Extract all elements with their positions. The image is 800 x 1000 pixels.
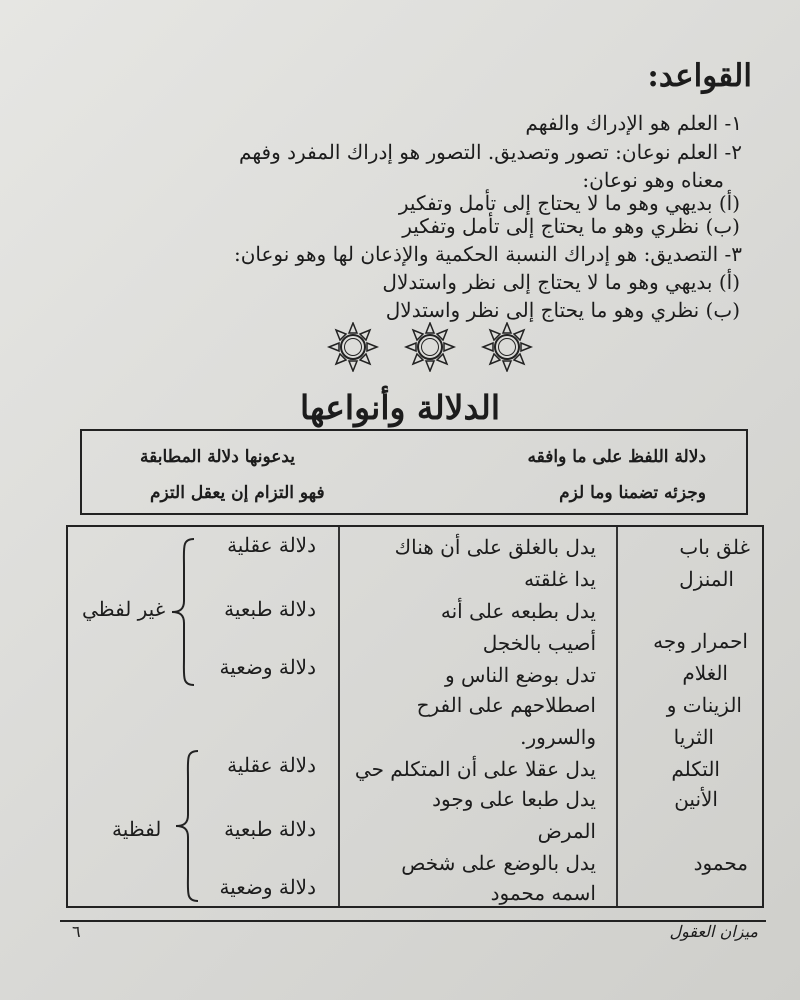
rule-2: ٢- العلم نوعان: تصور وتصديق. التصور هو إدراك المفرد وفهم xyxy=(239,140,742,164)
example-cell: المنزل xyxy=(679,567,734,591)
column-divider xyxy=(616,527,618,906)
explanation-cell: يدل بطبعه على أنه xyxy=(440,599,596,623)
explanation-cell: يدا غلقته xyxy=(524,567,596,591)
footer-rule xyxy=(60,920,766,922)
explanation-cell: اسمه محمود xyxy=(490,881,596,905)
type-cell: دلالة طبعية xyxy=(224,817,316,841)
explanation-cell: المرض xyxy=(537,819,596,843)
explanation-cell: اصطلاحهم على الفرح xyxy=(416,693,596,717)
rule-2-item-b: (ب) نظري وهو ما يحتاج إلى تأمل وتفكير xyxy=(402,214,740,238)
signification-table xyxy=(66,525,764,908)
section-title: الدلالة وأنواعها xyxy=(299,388,501,427)
rule-3-item-a: (أ) بديهي وهو ما لا يحتاج إلى نظر واستدلال xyxy=(382,270,740,294)
rules-heading: القواعد: xyxy=(647,58,752,94)
example-cell: احمرار وجه xyxy=(653,629,748,653)
running-footer-title: ميزان العقول xyxy=(669,922,758,941)
rule-2-continuation: معناه وهو نوعان: xyxy=(582,168,724,192)
group-label-non-verbal: غير لفظي xyxy=(82,597,166,621)
explanation-cell: والسرور. xyxy=(520,725,596,749)
poem-line-2-left: فهو التزام إن يعقل التزم xyxy=(150,483,325,503)
type-cell: دلالة طبعية xyxy=(224,597,316,621)
group-label-verbal: لفظية xyxy=(112,817,162,841)
rule-3: ٣- التصديق: هو إدراك النسبة الحكمية والإذعان لها وهو نوعان: xyxy=(233,242,742,266)
type-cell: دلالة عقلية xyxy=(227,533,316,557)
curly-brace-icon xyxy=(172,749,202,903)
poem-line-2-right: وجزئه تضمنا وما لزم xyxy=(559,483,706,503)
type-cell: دلالة عقلية xyxy=(227,753,316,777)
example-cell: الثريا xyxy=(673,725,714,749)
rule-1: ١- العلم هو الإدراك والفهم xyxy=(525,111,742,135)
sun-ornaments xyxy=(315,322,545,372)
sun-icon xyxy=(406,323,454,371)
example-cell: الأنين xyxy=(674,787,718,811)
example-cell: التكلم xyxy=(671,757,720,781)
example-cell: الزينات و xyxy=(666,693,742,717)
explanation-cell: يدل بالوضع على شخص xyxy=(401,851,596,875)
poem-line-1-left: يدعونها دلالة المطابقة xyxy=(140,447,296,467)
type-cell: دلالة وضعية xyxy=(219,655,316,679)
explanation-cell: يدل طبعا على وجود xyxy=(432,787,596,811)
rule-3-item-b: (ب) نظري وهو ما يحتاج إلى نظر واستدلال xyxy=(385,298,740,322)
explanation-cell: يدل بالغلق على أن هناك xyxy=(394,535,596,559)
poem-box xyxy=(80,429,748,515)
explanation-cell: يدل عقلا على أن المتكلم حي xyxy=(354,757,596,781)
column-divider xyxy=(338,527,340,906)
explanation-cell: تدل بوضع الناس و xyxy=(444,663,596,687)
explanation-cell: أصيب بالخجل xyxy=(482,631,596,655)
type-cell: دلالة وضعية xyxy=(219,875,316,899)
page-number: ٦ xyxy=(72,922,81,941)
poem-line-1-right: دلالة اللفظ على ما وافقه xyxy=(527,447,706,467)
example-cell: غلق باب xyxy=(679,535,750,559)
sun-icon xyxy=(329,323,377,371)
example-cell: الغلام xyxy=(682,661,728,685)
rule-2-item-a: (أ) بديهي وهو ما لا يحتاج إلى تأمل وتفكير xyxy=(398,191,740,215)
curly-brace-icon xyxy=(168,537,198,687)
example-cell: محمود xyxy=(693,851,748,875)
sun-icon xyxy=(483,323,531,371)
